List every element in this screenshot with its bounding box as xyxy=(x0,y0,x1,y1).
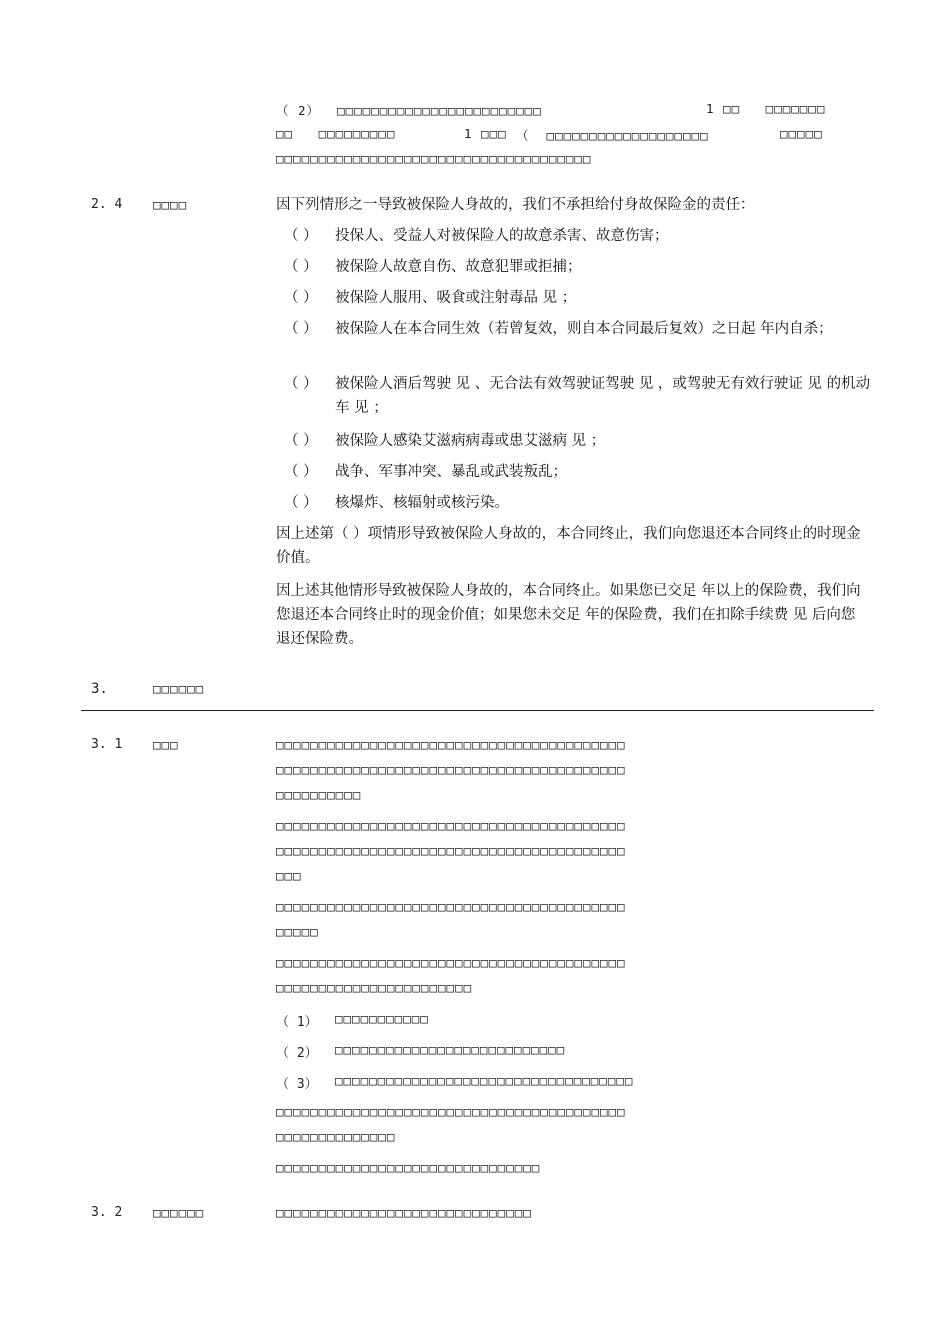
list-item: 被保险人故意自伤、故意犯罪或拒捕； xyxy=(335,259,582,275)
fragment-line-3: □□□□□□□□□□□□□□□□□□□□□□□□□□□□□□□□□□□□□ xyxy=(276,151,592,166)
section-3-1-title: □□□ xyxy=(153,737,179,752)
list-item: 被保险人服用、吸食或注射毒品 见 ； xyxy=(335,290,577,306)
list-item-mark: （ ） xyxy=(284,228,318,244)
text-line: □□□□□□□□□□□□□□□□□□□□□□□□□□□□□□□□□□□□□□□□□ xyxy=(276,955,626,970)
sub-item-mark: （ 2） xyxy=(276,1046,318,1061)
list-item-mark: （ ） xyxy=(284,495,318,511)
paragraph: 因上述其他情形导致被保险人身故的，本合同终止。如果您已交足 年以上的保险费，我们向您退还本合同终止时的现金价值；如果您未交足 年的保险费，我们在扣除手续费 见 后向您退还保险费。 xyxy=(276,583,861,647)
section-2-4-number: 2. 4 xyxy=(91,197,123,212)
text-line: □□□□□□□□□□□□□□□□□□□□□□□ xyxy=(276,980,473,995)
fragment-line-2a: □□ □□□□□□□□□ xyxy=(276,126,396,141)
section-divider xyxy=(81,710,874,711)
list-item: 被保险人感染艾滋病病毒或患艾滋病 见 ； xyxy=(335,433,606,449)
fragment-line-2c: （ □□□□□□□□□□□□□□□□□□□ xyxy=(516,128,709,143)
text-line: □□□□□□□□□□□□□□□□□□□□□□□□□□□□□□□□□□□□□□□□□ xyxy=(276,762,626,777)
sub-item: □□□□□□□□□□□ xyxy=(335,1011,429,1026)
text-line: □□□□□□□□□□□□□□□□□□□□□□□□□□□□□□□□□□□□□□□□□ xyxy=(276,899,626,914)
text-line: □□□□□□□□□□□□□□□□□□□□□□□□□□□□□□□□□□□□□□□□□ xyxy=(276,1104,626,1119)
list-item: 被保险人在本合同生效（若曾复效，则自本合同最后复效）之日起 年内自杀； xyxy=(335,321,833,337)
fragment-line-1b: 1 □□ □□□□□□□ xyxy=(706,101,826,116)
fragment-line-1a: （ 2） □□□□□□□□□□□□□□□□□□□□□□□□ xyxy=(276,103,542,118)
section-2-4-title: □□□□ xyxy=(153,197,188,212)
paragraph: 因上述第（ ）项情形导致被保险人身故的，本合同终止，我们向您退还本合同终止的时现金价值。 xyxy=(276,526,861,566)
list-item: 投保人、受益人对被保险人的故意杀害、故意伤害； xyxy=(335,228,669,244)
list-item-mark: （ ） xyxy=(284,376,318,392)
fragment-line-2b: 1 □□□ xyxy=(464,126,507,141)
list-item: 战争、军事冲突、暴乱或武装叛乱； xyxy=(335,464,567,480)
text-line: □□□□□□□□□□□□□□□□□□□□□□□□□□□□□□□□□□□□□□□□□ xyxy=(276,818,626,833)
sub-item-mark: （ 1） xyxy=(276,1015,318,1030)
section-3-2-title: □□□□□□ xyxy=(153,1205,205,1220)
section-3-2-number: 3. 2 xyxy=(91,1205,123,1220)
text-line: □□□□□□□□□□□□□□□□□□□□□□□□□□□□□□ xyxy=(276,1205,532,1220)
list-item: 核爆炸、核辐射或核污染。 xyxy=(335,495,509,511)
text-line: □□□□□□□□□□ xyxy=(276,787,362,802)
sub-item-mark: （ 3） xyxy=(276,1077,318,1092)
sub-item: □□□□□□□□□□□□□□□□□□□□□□□□□□□ xyxy=(335,1042,566,1057)
list-item-mark: （ ） xyxy=(284,259,318,275)
section-3-title: □□□□□□ xyxy=(153,681,205,696)
list-item-mark: （ ） xyxy=(284,464,318,480)
text-line: □□□ xyxy=(276,868,302,883)
list-item-mark: （ ） xyxy=(284,290,318,306)
text-line: □□□□□□□□□□□□□□□□□□□□□□□□□□□□□□□□□□□□□□□□□ xyxy=(276,843,626,858)
list-item: 被保险人酒后驾驶 见 、无合法有效驾驶证驾驶 见 ，或驾驶无有效行驶证 见 的机动车 见 ； xyxy=(335,376,871,416)
section-3-number: 3. xyxy=(91,681,108,697)
text-line: □□□□□□□□□□□□□□□□□□□□□□□□□□□□□□□□□□□□□□□□□ xyxy=(276,737,626,752)
text-line: □□□□□ xyxy=(276,924,319,939)
list-item-mark: （ ） xyxy=(284,433,318,449)
sub-item: □□□□□□□□□□□□□□□□□□□□□□□□□□□□□□□□□□□ xyxy=(335,1073,634,1088)
text-line: □□□□□□□□□□□□□□ xyxy=(276,1129,396,1144)
fragment-line-2d: □□□□□ xyxy=(780,126,823,141)
section-2-4-intro: 因下列情形之一导致被保险人身故的，我们不承担给付身故保险金的责任： xyxy=(276,197,755,213)
text-line: □□□□□□□□□□□□□□□□□□□□□□□□□□□□□□□ xyxy=(276,1160,541,1175)
section-3-1-number: 3. 1 xyxy=(91,737,123,752)
list-item-mark: （ ） xyxy=(284,321,318,337)
